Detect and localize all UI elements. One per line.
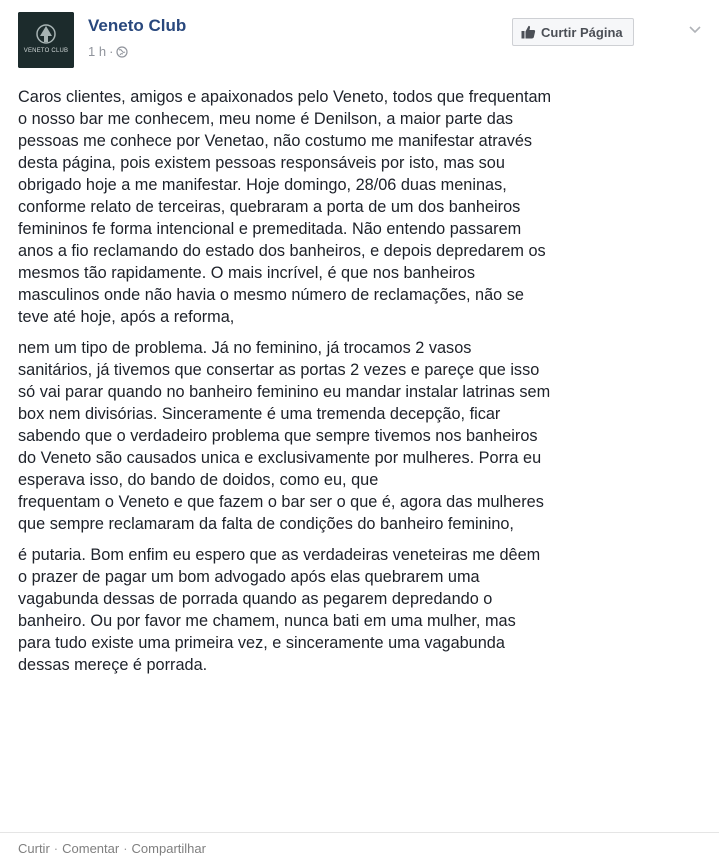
post-text-line: vagabunda dessas de porrada quando as pegarem depredando o [18, 590, 493, 608]
thumbs-up-icon [521, 25, 536, 39]
post-actions [18, 841, 206, 856]
post-text-line: Caros clientes, amigos e apaixonados pelo Veneto, todos que frequentam [18, 88, 552, 106]
post-text-line: sanitários, já tivemos que consertar as portas 2 vezes e pareçe que isso [18, 361, 540, 379]
chevron-down-icon[interactable] [686, 20, 704, 38]
post-text-line: desta página, pois existem pessoas responsáveis por isto, mas sou [18, 154, 505, 172]
post-paragraph [18, 337, 708, 535]
post-text-line: frequentam o Veneto e que fazem o bar ser o que é, agora das mulheres [18, 493, 544, 511]
comment-action[interactable]: Comentar [62, 841, 120, 856]
post-text-line: que sempre reclamaram da falta de condições do banheiro feminino, [18, 515, 514, 533]
avatar-logo-icon [18, 12, 74, 68]
post-time[interactable]: 1 h [88, 44, 107, 59]
post-text-line: sabendo que o verdadeiro problema que sempre tivemos nos banheiros [18, 427, 538, 445]
post-text-line: só vai parar quando no banheiro feminino eu mandar instalar latrinas sem [18, 383, 551, 401]
avatar-text: VENETO CLUB [23, 48, 69, 54]
like-page-label: Curtir Página [541, 24, 623, 40]
post-paragraph [18, 544, 708, 676]
post-text-line: obrigado hoje a me manifestar. Hoje domingo, 28/06 duas meninas, [18, 176, 507, 194]
post-text-line: mesmos tão rapidamente. O mais incrível, é que nos banheiros [18, 264, 476, 282]
post-text-line: para tudo existe uma primeira vez, e sinceramente uma vagabunda [18, 634, 505, 652]
post-text-line: o prazer de pagar um bom advogado após elas quebrarem uma [18, 568, 480, 586]
post-text-line: o nosso bar me conhecem, meu nome é Denilson, a maior parte das [18, 110, 514, 128]
post-text-line: esperava isso, do bando de doidos, como eu, que [18, 471, 379, 489]
post-meta [88, 44, 128, 59]
post-text-line: masculinos onde não havia o mesmo número de reclamações, não se [18, 286, 524, 304]
like-page-button[interactable] [512, 18, 634, 46]
like-action[interactable]: Curtir [18, 841, 50, 856]
post-paragraph [18, 86, 708, 328]
post-text-line: anos a fio reclamando do estado dos banheiros, e depois depredarem os [18, 242, 546, 260]
meta-separator: · [109, 44, 114, 59]
post-text-line: é putaria. Bom enfim eu espero que as verdadeiras veneteiras me dêem [18, 546, 541, 564]
post-body [18, 86, 708, 685]
action-separator: · [123, 841, 128, 856]
post-text-line: dessas mereçe é porrada. [18, 656, 208, 674]
post-text-line: box nem divisórias. Sinceramente é uma tremenda decepção, ficar [18, 405, 501, 423]
post-footer [0, 832, 719, 867]
post-text-line: conforme relato de terceiras, quebraram a porta de um dos banheiros [18, 198, 521, 216]
action-separator: · [53, 841, 59, 856]
post-text-line: do Veneto são causados unica e exclusivamente por mulheres. Porra eu [18, 449, 542, 467]
globe-icon[interactable] [116, 46, 128, 58]
post-text-line: nem um tipo de problema. Já no feminino, já trocamos 2 vasos [18, 339, 472, 357]
post-text-line: teve até hoje, após a reforma, [18, 308, 235, 326]
page-avatar[interactable] [18, 12, 74, 68]
share-action[interactable]: Compartilhar [131, 841, 206, 856]
post-header [18, 12, 708, 72]
post-text-line: pessoas me conhece por Venetao, não costumo me manifestar através [18, 132, 533, 150]
post-text-line: banheiro. Ou por favor me chamem, nunca bati em uma mulher, mas [18, 612, 516, 630]
page-name-link[interactable]: Veneto Club [88, 16, 187, 35]
post-text-line: femininos fe forma intencional e premeditada. Não entendo passarem [18, 220, 522, 238]
